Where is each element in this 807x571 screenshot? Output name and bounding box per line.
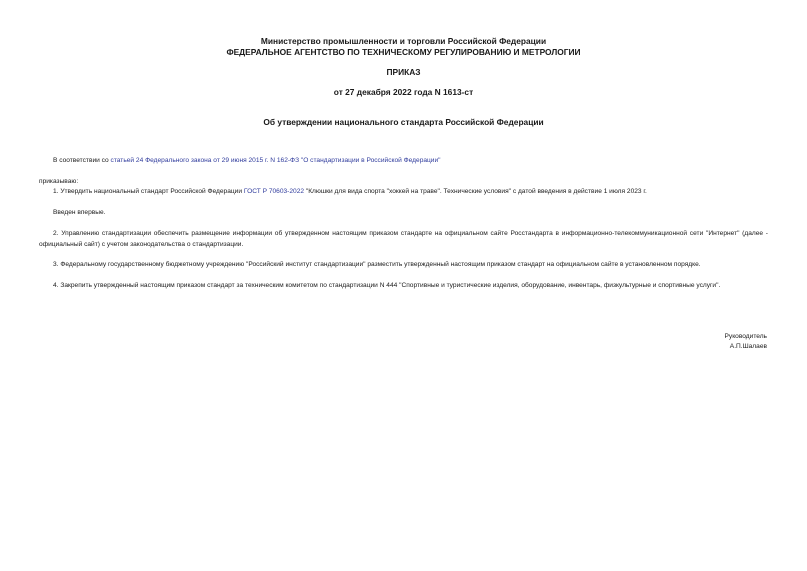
ministry-name: Министерство промышленности и торговли Российской Федерации (260, 36, 547, 46)
law-link[interactable]: статьей 24 Федерального закона от 29 июня 2015 г. N 162-ФЗ "О стандартизации в Российской Федерации" (110, 157, 441, 164)
item-1-prefix: 1. Утвердить национальный стандарт Российской Федерации (53, 188, 244, 195)
introduced-note: Введен впервые. (53, 209, 106, 216)
document-subject: Об утверждении национального стандарта Российской Федерации (263, 117, 544, 127)
preamble-prefix: В соответствии со (53, 157, 111, 164)
document-date-number: от 27 декабря 2022 года N 1613-ст (333, 87, 474, 97)
signature-name: А.П.Шалаев (729, 343, 767, 350)
gost-link[interactable]: ГОСТ Р 70603-2022 (243, 188, 305, 195)
item-1-suffix: "Клюшки для вида спорта "хоккей на траве". Технические условия" с датой введения в действие 1 июля 2023 г. (304, 188, 647, 195)
item-3-paragraph: 3. Федеральному государственному бюджетному учреждению "Российский институт стандартизации" разместить утвержденный настоящим приказом стандарт на официальном сайте в установленном порядке. (53, 261, 701, 268)
document-type: ПРИКАЗ (386, 67, 421, 77)
signature-position: Руководитель (724, 333, 767, 340)
item-1-paragraph (39, 186, 768, 197)
item-4-paragraph: 4. Закрепить утвержденный настоящим приказом стандарт за техническим комитетом по стандартизации N 444 "Спортивные и туристические изделия, оборудование, инвентарь, физкультурные и спортивные услуги". (53, 282, 721, 289)
order-word: приказываю: (39, 178, 79, 185)
preamble-paragraph (39, 155, 768, 166)
agency-name: ФЕДЕРАЛЬНОЕ АГЕНТСТВО ПО ТЕХНИЧЕСКОМУ РЕГУЛИРОВАНИЮ И МЕТРОЛОГИИ (226, 47, 581, 57)
item-2-paragraph: 2. Управлению стандартизации обеспечить размещение информации об утвержденном настоящим приказом стандарте на официальном сайте Росстандарта в информационно-телекоммуникационной сети "Интернет" (далее - официальный сайт) с учетом законодательства о стандартизации. (39, 230, 768, 248)
